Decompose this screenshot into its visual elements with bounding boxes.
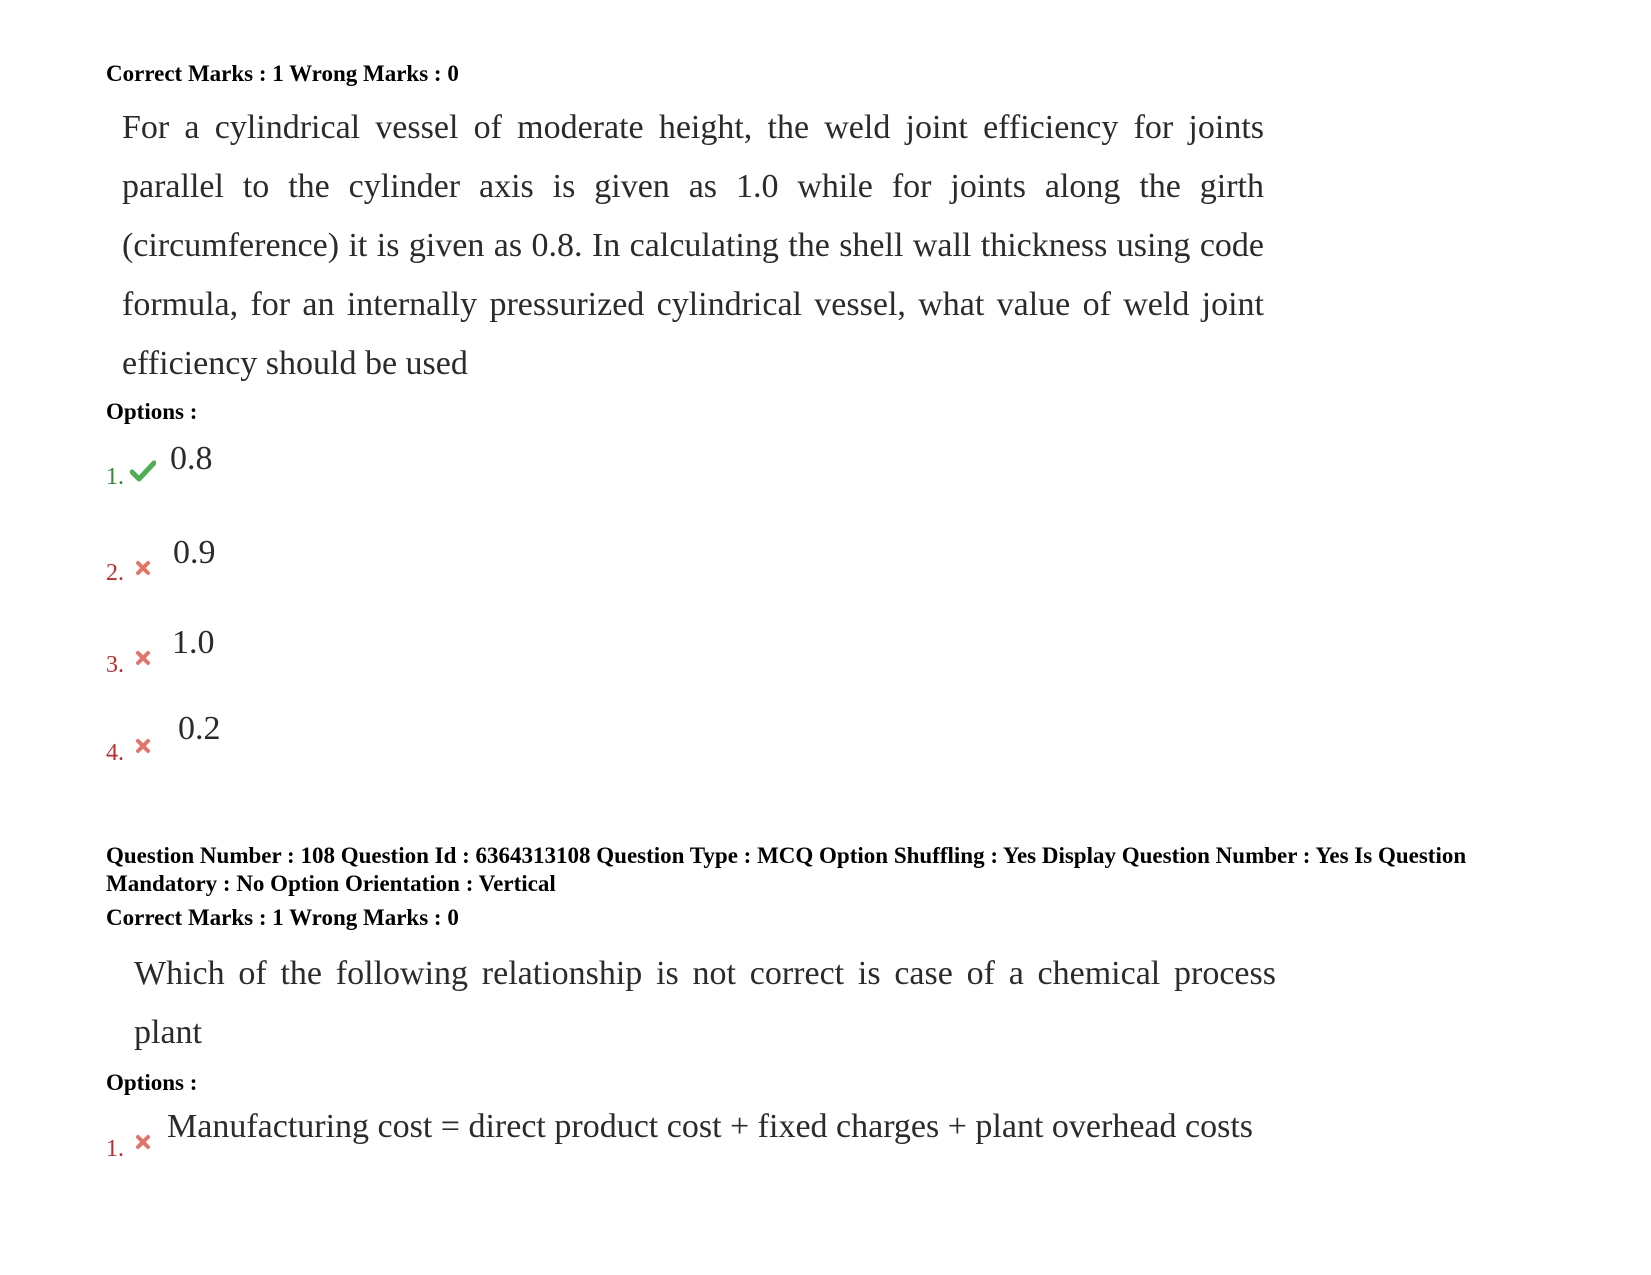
- option-number: 2.: [106, 560, 124, 586]
- option-value: Manufacturing cost = direct product cost + fixed charges + plant overhead costs: [167, 1108, 1254, 1145]
- option-value: 0.9: [173, 534, 216, 571]
- cross-icon: [135, 560, 151, 576]
- option-number: 1.: [106, 464, 124, 490]
- cross-icon: [135, 1134, 151, 1150]
- option-value: 1.0: [172, 624, 215, 661]
- cross-icon: [135, 650, 151, 666]
- option-number: 1.: [106, 1136, 124, 1162]
- option-value: 0.8: [170, 440, 213, 477]
- check-icon: [130, 460, 156, 482]
- option-value: 0.2: [178, 710, 221, 747]
- cross-icon: [135, 738, 151, 754]
- option-number: 3.: [106, 652, 124, 678]
- q2-marks: Correct Marks : 1 Wrong Marks : 0: [106, 905, 459, 930]
- q2-header: Question Number : 108 Question Id : 6364313108 Question Type : MCQ Option Shuffling : Yes Display Question Number : Yes Is Question Mandatory : No Option Orientation : Vertical: [106, 843, 1467, 896]
- q1-options-label: Options :: [106, 399, 198, 424]
- option-number: 4.: [106, 740, 124, 766]
- q2-options-label: Options :: [106, 1070, 198, 1095]
- q1-marks: Correct Marks : 1 Wrong Marks : 0: [106, 61, 459, 86]
- q2-question-text: Which of the following relationship is not correct is case of a chemical process plant: [134, 955, 1276, 1051]
- q1-question-text: For a cylindrical vessel of moderate height, the weld joint efficiency for joints parallel to the cylinder axis is given as 1.0 while for joints along the girth (circumference) it is given as 0.8. In calculating the shell wall thickness using code formula, for an internally pressurized cylindrical vessel, what value of weld joint efficiency should be used: [122, 109, 1264, 382]
